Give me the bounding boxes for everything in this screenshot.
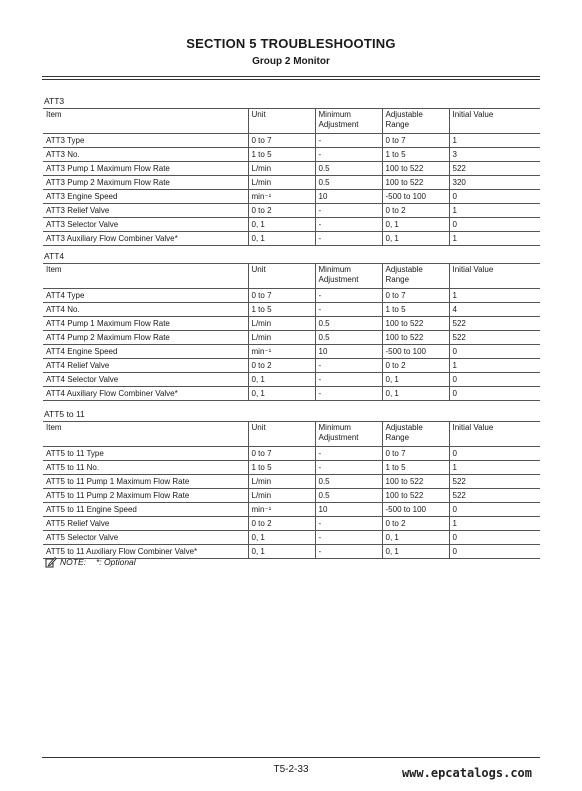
- table-title: ATT3: [44, 96, 65, 106]
- table-cell: -: [315, 447, 382, 461]
- table-cell: -: [315, 204, 382, 218]
- table-cell: ATT4 Pump 1 Maximum Flow Rate: [43, 317, 248, 331]
- table-cell: 1: [449, 134, 540, 148]
- table-cell: 0, 1: [382, 373, 449, 387]
- table-cell: ATT4 Engine Speed: [43, 345, 248, 359]
- table-cell: 0 to 7: [248, 447, 315, 461]
- table-cell: -: [315, 531, 382, 545]
- table-cell: L/min: [248, 162, 315, 176]
- table-row: [43, 317, 540, 331]
- table-cell: ATT4 Relief Valve: [43, 359, 248, 373]
- table-cell: 0 to 7: [382, 289, 449, 303]
- table-cell: -500 to 100: [382, 190, 449, 204]
- table-cell: 100 to 522: [382, 176, 449, 190]
- table-cell: -: [315, 373, 382, 387]
- table-cell: 0.5: [315, 162, 382, 176]
- table-cell: 10: [315, 503, 382, 517]
- table-cell: 0, 1: [382, 387, 449, 401]
- table-cell: ATT5 to 11 Engine Speed: [43, 503, 248, 517]
- table-cell: 0: [449, 387, 540, 401]
- table-cell: -: [315, 218, 382, 232]
- column-header: Initial Value: [449, 109, 540, 134]
- table-cell: 0, 1: [382, 232, 449, 246]
- table-row: [43, 373, 540, 387]
- column-header: Initial Value: [449, 422, 540, 447]
- table-cell: 100 to 522: [382, 489, 449, 503]
- table-cell: L/min: [248, 331, 315, 345]
- table-cell: min⁻¹: [248, 503, 315, 517]
- table-row: [43, 204, 540, 218]
- page-header: [0, 36, 582, 67]
- watermark-url[interactable]: www.epcatalogs.com: [401, 766, 532, 780]
- table-cell: 0.5: [315, 475, 382, 489]
- table-row: [43, 176, 540, 190]
- table-cell: -: [315, 134, 382, 148]
- table-cell: ATT3 Pump 1 Maximum Flow Rate: [43, 162, 248, 176]
- table-row: [43, 359, 540, 373]
- table-cell: 522: [449, 317, 540, 331]
- table-cell: -: [315, 232, 382, 246]
- table-cell: -: [315, 359, 382, 373]
- table-cell: 0.5: [315, 317, 382, 331]
- note-text: *: Optional: [95, 557, 136, 567]
- table-cell: min⁻¹: [248, 190, 315, 204]
- table-cell: 0: [449, 218, 540, 232]
- table-cell: 0: [449, 503, 540, 517]
- table-cell: -: [315, 517, 382, 531]
- table-cell: 1: [449, 232, 540, 246]
- table-cell: 0.5: [315, 489, 382, 503]
- table-cell: -500 to 100: [382, 345, 449, 359]
- settings-table: [43, 421, 540, 559]
- column-header: Adjustable Range: [382, 109, 449, 134]
- table-row: [43, 447, 540, 461]
- table-cell: 1: [449, 204, 540, 218]
- column-header: Item: [43, 109, 248, 134]
- table-cell: 1: [449, 461, 540, 475]
- table-cell: 0.5: [315, 176, 382, 190]
- column-header: Minimum Adjustment: [315, 109, 382, 134]
- table-row: [43, 503, 540, 517]
- table-row: [43, 489, 540, 503]
- table-cell: L/min: [248, 475, 315, 489]
- table-cell: -: [315, 461, 382, 475]
- table-cell: 0 to 2: [382, 359, 449, 373]
- table-cell: 0.5: [315, 331, 382, 345]
- table-cell: min⁻¹: [248, 345, 315, 359]
- table-row: [43, 475, 540, 489]
- table-cell: ATT5 to 11 Pump 1 Maximum Flow Rate: [43, 475, 248, 489]
- table-cell: L/min: [248, 176, 315, 190]
- table-cell: 320: [449, 176, 540, 190]
- column-header: Item: [43, 264, 248, 289]
- settings-table: [43, 108, 540, 246]
- table-cell: 0 to 2: [248, 204, 315, 218]
- column-header: Initial Value: [449, 264, 540, 289]
- table-cell: ATT5 to 11 Type: [43, 447, 248, 461]
- column-header: Unit: [248, 422, 315, 447]
- column-header: Item: [43, 422, 248, 447]
- table-cell: ATT4 Pump 2 Maximum Flow Rate: [43, 331, 248, 345]
- table-cell: -: [315, 303, 382, 317]
- table-cell: 0 to 7: [248, 289, 315, 303]
- table-cell: 0 to 2: [248, 359, 315, 373]
- header-rule: [42, 76, 540, 77]
- table-cell: ATT3 Relief Valve: [43, 204, 248, 218]
- table-cell: 522: [449, 331, 540, 345]
- table-cell: 0, 1: [382, 545, 449, 559]
- table-cell: ATT4 Auxiliary Flow Combiner Valve*: [43, 387, 248, 401]
- table-cell: 0, 1: [248, 232, 315, 246]
- column-header: Unit: [248, 264, 315, 289]
- table-cell: 522: [449, 475, 540, 489]
- table-cell: 0: [449, 447, 540, 461]
- table-row: [43, 387, 540, 401]
- footer-rule: [42, 757, 540, 758]
- table-cell: ATT3 Auxiliary Flow Combiner Valve*: [43, 232, 248, 246]
- table-title: ATT5 to 11: [44, 409, 85, 419]
- table-cell: 522: [449, 162, 540, 176]
- group-title: Group 2 Monitor: [252, 56, 330, 67]
- table-cell: 1 to 5: [248, 148, 315, 162]
- table-cell: 0 to 2: [382, 204, 449, 218]
- table-cell: ATT5 to 11 Auxiliary Flow Combiner Valve*: [43, 545, 248, 559]
- table-cell: ATT3 No.: [43, 148, 248, 162]
- table-row: [43, 232, 540, 246]
- table-cell: ATT5 Selector Valve: [43, 531, 248, 545]
- table-row: [43, 218, 540, 232]
- table-cell: L/min: [248, 489, 315, 503]
- table-row: [43, 289, 540, 303]
- table-cell: ATT3 Pump 2 Maximum Flow Rate: [43, 176, 248, 190]
- table-cell: 0 to 7: [248, 134, 315, 148]
- table-cell: 1: [449, 289, 540, 303]
- table-cell: 1 to 5: [382, 148, 449, 162]
- table-header-row: [43, 264, 540, 289]
- table-cell: 0, 1: [382, 218, 449, 232]
- table-cell: ATT4 Type: [43, 289, 248, 303]
- table-cell: -: [315, 387, 382, 401]
- table-cell: 0: [449, 531, 540, 545]
- table-cell: 10: [315, 190, 382, 204]
- table-row: [43, 461, 540, 475]
- column-header: Unit: [248, 109, 315, 134]
- table-row: [43, 148, 540, 162]
- table-cell: 0 to 7: [382, 447, 449, 461]
- table-row: [43, 190, 540, 204]
- table-cell: ATT4 Selector Valve: [43, 373, 248, 387]
- table-cell: 1 to 5: [382, 303, 449, 317]
- table-cell: 0 to 2: [382, 517, 449, 531]
- table-cell: 0: [449, 545, 540, 559]
- table-cell: 100 to 522: [382, 162, 449, 176]
- table-cell: 1: [449, 359, 540, 373]
- table-row: [43, 331, 540, 345]
- pencil-note-icon: [45, 556, 57, 568]
- table-cell: 0, 1: [248, 387, 315, 401]
- table-cell: 0, 1: [248, 218, 315, 232]
- table-cell: L/min: [248, 317, 315, 331]
- table-cell: 1 to 5: [248, 461, 315, 475]
- table-block-att3: [43, 95, 540, 246]
- table-cell: 0: [449, 373, 540, 387]
- table-cell: 1 to 5: [248, 303, 315, 317]
- table-cell: ATT5 to 11 Pump 2 Maximum Flow Rate: [43, 489, 248, 503]
- table-cell: ATT3 Selector Valve: [43, 218, 248, 232]
- table-cell: ATT4 No.: [43, 303, 248, 317]
- column-header: Minimum Adjustment: [315, 264, 382, 289]
- table-row: [43, 162, 540, 176]
- table-block-att4: [43, 250, 540, 401]
- table-cell: 100 to 522: [382, 331, 449, 345]
- table-cell: -: [315, 545, 382, 559]
- column-header: Minimum Adjustment: [315, 422, 382, 447]
- table-cell: 4: [449, 303, 540, 317]
- table-cell: 0, 1: [248, 373, 315, 387]
- note: [45, 556, 136, 568]
- section-title: SECTION 5 TROUBLESHOOTING: [186, 36, 396, 51]
- table-cell: 0 to 7: [382, 134, 449, 148]
- note-label: NOTE:: [60, 557, 86, 567]
- table-row: [43, 303, 540, 317]
- column-header: Adjustable Range: [382, 264, 449, 289]
- table-row: [43, 531, 540, 545]
- table-header-row: [43, 422, 540, 447]
- table-cell: 0, 1: [382, 531, 449, 545]
- table-cell: ATT3 Type: [43, 134, 248, 148]
- table-cell: 1 to 5: [382, 461, 449, 475]
- column-header: Adjustable Range: [382, 422, 449, 447]
- table-cell: 0, 1: [248, 531, 315, 545]
- table-cell: ATT5 Relief Valve: [43, 517, 248, 531]
- table-cell: -: [315, 289, 382, 303]
- table-cell: 100 to 522: [382, 475, 449, 489]
- page-number: T5-2-33: [273, 764, 309, 775]
- table-row: [43, 134, 540, 148]
- table-header-row: [43, 109, 540, 134]
- table-cell: 10: [315, 345, 382, 359]
- table-row: [43, 345, 540, 359]
- table-row: [43, 517, 540, 531]
- table-cell: 0: [449, 345, 540, 359]
- settings-table: [43, 263, 540, 401]
- table-cell: 0 to 2: [248, 517, 315, 531]
- table-cell: 1: [449, 517, 540, 531]
- table-cell: 0, 1: [248, 545, 315, 559]
- table-title: ATT4: [44, 251, 65, 261]
- table-cell: ATT5 to 11 No.: [43, 461, 248, 475]
- table-cell: -: [315, 148, 382, 162]
- table-cell: 0: [449, 190, 540, 204]
- table-cell: 3: [449, 148, 540, 162]
- table-cell: 522: [449, 489, 540, 503]
- table-block-att5-11: [43, 408, 540, 559]
- table-cell: ATT3 Engine Speed: [43, 190, 248, 204]
- table-cell: 100 to 522: [382, 317, 449, 331]
- header-rule-second: [42, 79, 540, 80]
- table-cell: -500 to 100: [382, 503, 449, 517]
